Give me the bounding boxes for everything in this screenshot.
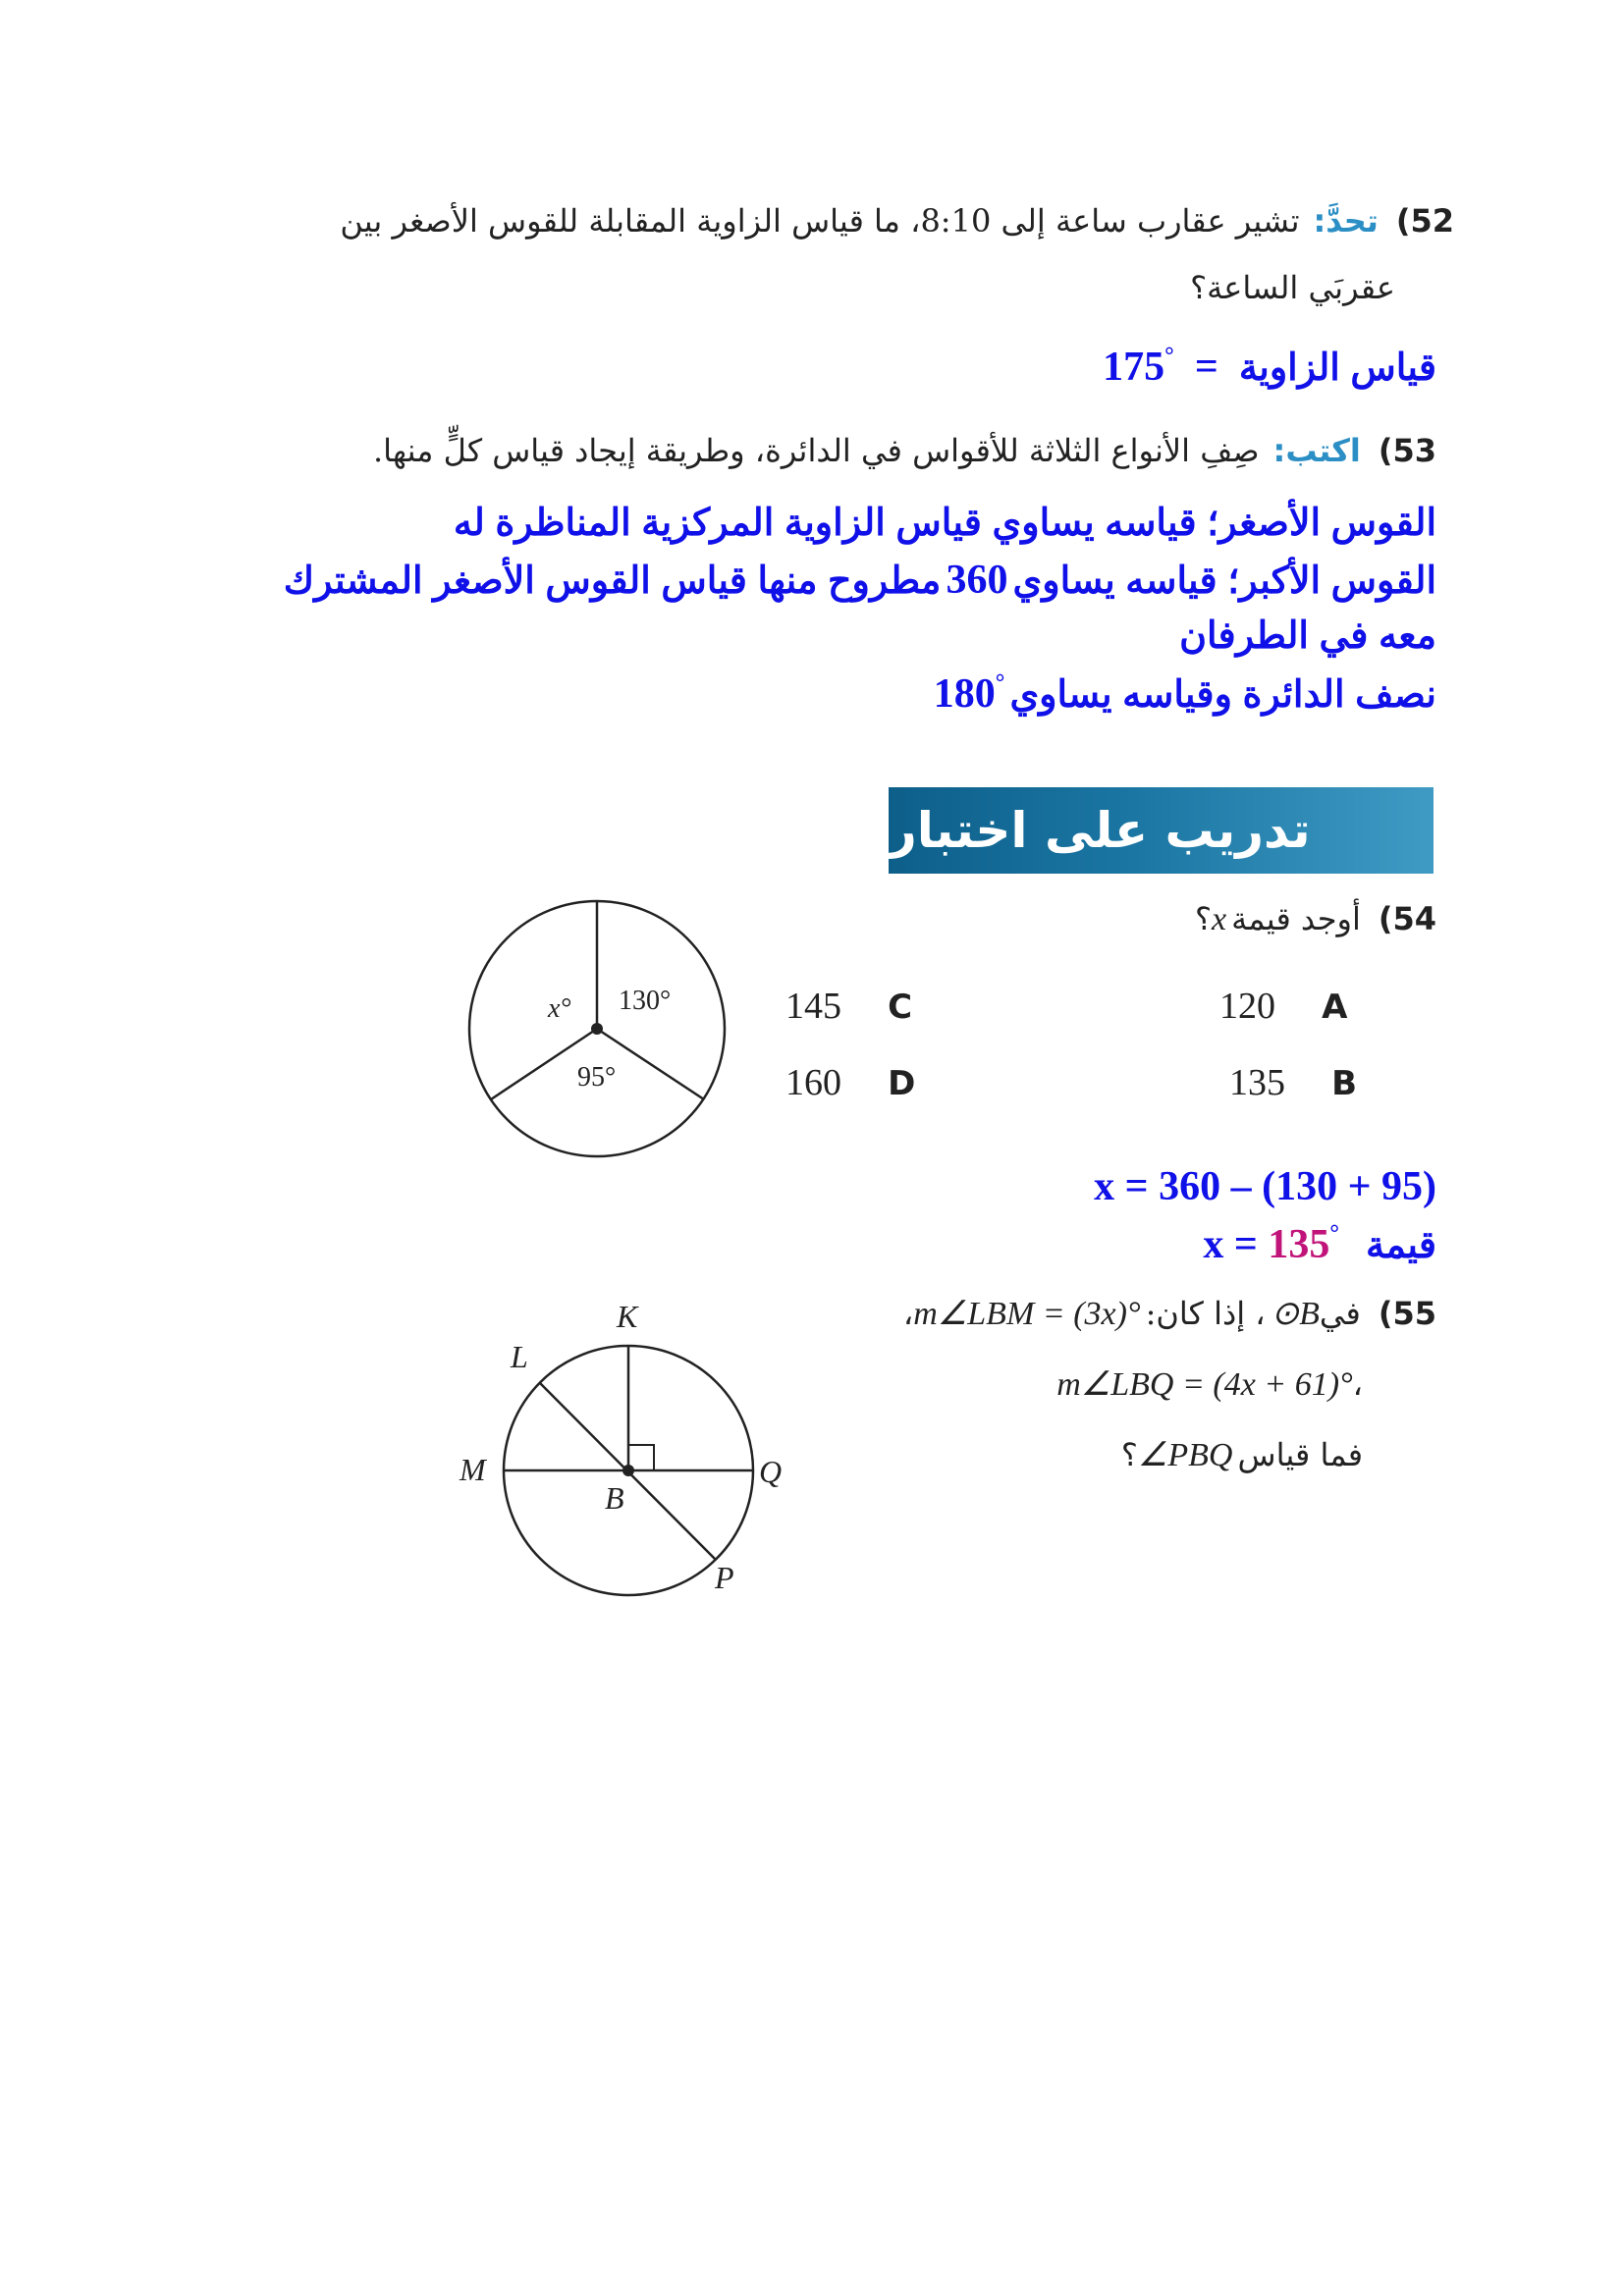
- q52-answer-label: قياس الزاوية: [1238, 347, 1436, 389]
- q55-eq-lbq: m∠LBQ = (4x + 61)°: [1056, 1366, 1353, 1403]
- q54-work-line2: [1203, 1221, 1436, 1268]
- q55-eq-lbm: m∠LBM = (3x)°: [913, 1296, 1141, 1332]
- q55-label-k: K: [617, 1299, 638, 1334]
- q53-answer-line3: معه في الطرفان: [1179, 615, 1436, 657]
- q55-angle-pbq: ∠PBQ: [1137, 1437, 1233, 1473]
- q53-answer-line1: القوس الأصغر؛ قياسه يساوي قياس الزاوية المركزية المناظرة له: [453, 503, 1436, 544]
- q53-answer-line4-text: نصف الدائرة وقياسه يساوي: [1009, 674, 1436, 716]
- q55-label-p: P: [715, 1560, 734, 1595]
- q55-center-point: [622, 1465, 634, 1476]
- q54-work-x: x =: [1203, 1222, 1269, 1267]
- q53-answer-line2-a: القوس الأكبر؛ قياسه يساوي: [1012, 561, 1436, 602]
- q54-variable: x: [1211, 901, 1227, 937]
- q52-answer: [1103, 344, 1436, 391]
- q52-text-line1: تشير عقارب ساعة إلى 8:10، ما قياس الزاوية المقابلة للقوس الأصغر بين: [340, 202, 1300, 240]
- q55-comma2: ،: [1352, 1365, 1363, 1403]
- test-practice-banner: [889, 787, 1434, 874]
- q53-answer-line4-degree: °: [995, 670, 1005, 696]
- q55-label-b: B: [605, 1480, 624, 1516]
- q54-choice-b[interactable]: [1229, 1061, 1357, 1104]
- q55-label-l: L: [511, 1339, 528, 1374]
- q53-answer-line4: [934, 670, 1436, 718]
- q54-choice-c-letter: C: [888, 988, 913, 1027]
- q54-choice-d-value: 160: [785, 1062, 841, 1103]
- q54-work-line1: x = 360 – (130 + 95): [1094, 1164, 1436, 1209]
- q54-choice-d[interactable]: [785, 1061, 915, 1104]
- q54-choice-a-letter: A: [1322, 988, 1348, 1027]
- q53-number: 53): [1378, 432, 1436, 469]
- q55-line3: [1121, 1435, 1363, 1474]
- q53-answer-line2-num: 360: [946, 558, 1008, 603]
- q52-text-line2: عقربَي الساعة؟: [1190, 269, 1395, 306]
- q54-number: 54): [1378, 900, 1436, 937]
- q52-answer-value: 175: [1103, 345, 1165, 390]
- q53-tag: اكتب:: [1272, 432, 1361, 469]
- q54-choice-d-letter: D: [888, 1064, 916, 1103]
- q53-answer-line4-num: 180: [933, 671, 996, 717]
- q52-number: 52): [1395, 202, 1454, 240]
- q54-question-mark: ؟: [1194, 900, 1212, 937]
- q52-tag: تحدَّ:: [1313, 202, 1379, 240]
- q54-label-x: x°: [548, 993, 571, 1024]
- q53-answer-line2: [284, 557, 1436, 604]
- q54-choice-c-value: 145: [785, 986, 841, 1027]
- q55-text-if: ، إذا كان:: [1145, 1295, 1266, 1332]
- q53-answer-line2-b: مطروح منها قياس القوس الأصغر المشترك: [283, 561, 942, 602]
- q55-text-in: في: [1319, 1295, 1361, 1332]
- q54-choice-a[interactable]: [1219, 985, 1347, 1028]
- q55-circle-diagram: [452, 1294, 805, 1608]
- q55-number: 55): [1378, 1295, 1436, 1332]
- test-practice-banner-title: تدريب على اختبار: [889, 802, 1311, 859]
- q54-choice-b-value: 135: [1229, 1062, 1285, 1103]
- q55-label-m: M: [460, 1452, 486, 1487]
- q52-answer-degree: °: [1164, 344, 1174, 369]
- q54-text: أوجد قيمة: [1231, 900, 1361, 937]
- q53-text: صِفِ الأنواع الثلاثة للأقواس في الدائرة، وطريقة إيجاد قياس كلٍّ منها.: [372, 432, 1260, 469]
- q52-answer-eq: =: [1194, 345, 1218, 390]
- q55-text-what: فما قياس: [1237, 1436, 1363, 1473]
- q55-line2: [1056, 1364, 1363, 1404]
- q55-label-q: Q: [759, 1454, 783, 1489]
- q54-center-point: [591, 1023, 603, 1035]
- q55-comma1: ،: [902, 1295, 914, 1332]
- q54-circle-diagram: [461, 893, 736, 1168]
- q53-line: [373, 432, 1436, 469]
- q54-label-130: 130°: [619, 986, 672, 1016]
- q54-work-degree: °: [1329, 1221, 1339, 1247]
- q54-work-label: قيمة: [1366, 1225, 1436, 1266]
- q54-choice-c[interactable]: [785, 985, 912, 1028]
- q54-label-95: 95°: [577, 1062, 617, 1093]
- q55-line1: [903, 1294, 1436, 1333]
- q54-choice-b-letter: B: [1331, 1064, 1358, 1103]
- q54-choice-a-value: 120: [1219, 986, 1275, 1027]
- q55-question-mark: ؟: [1120, 1436, 1138, 1473]
- q52-line1: [340, 202, 1454, 240]
- q54-question: [1195, 900, 1436, 938]
- q54-work-value: 135: [1268, 1222, 1330, 1267]
- q55-circle-b: ⊙B: [1271, 1296, 1320, 1332]
